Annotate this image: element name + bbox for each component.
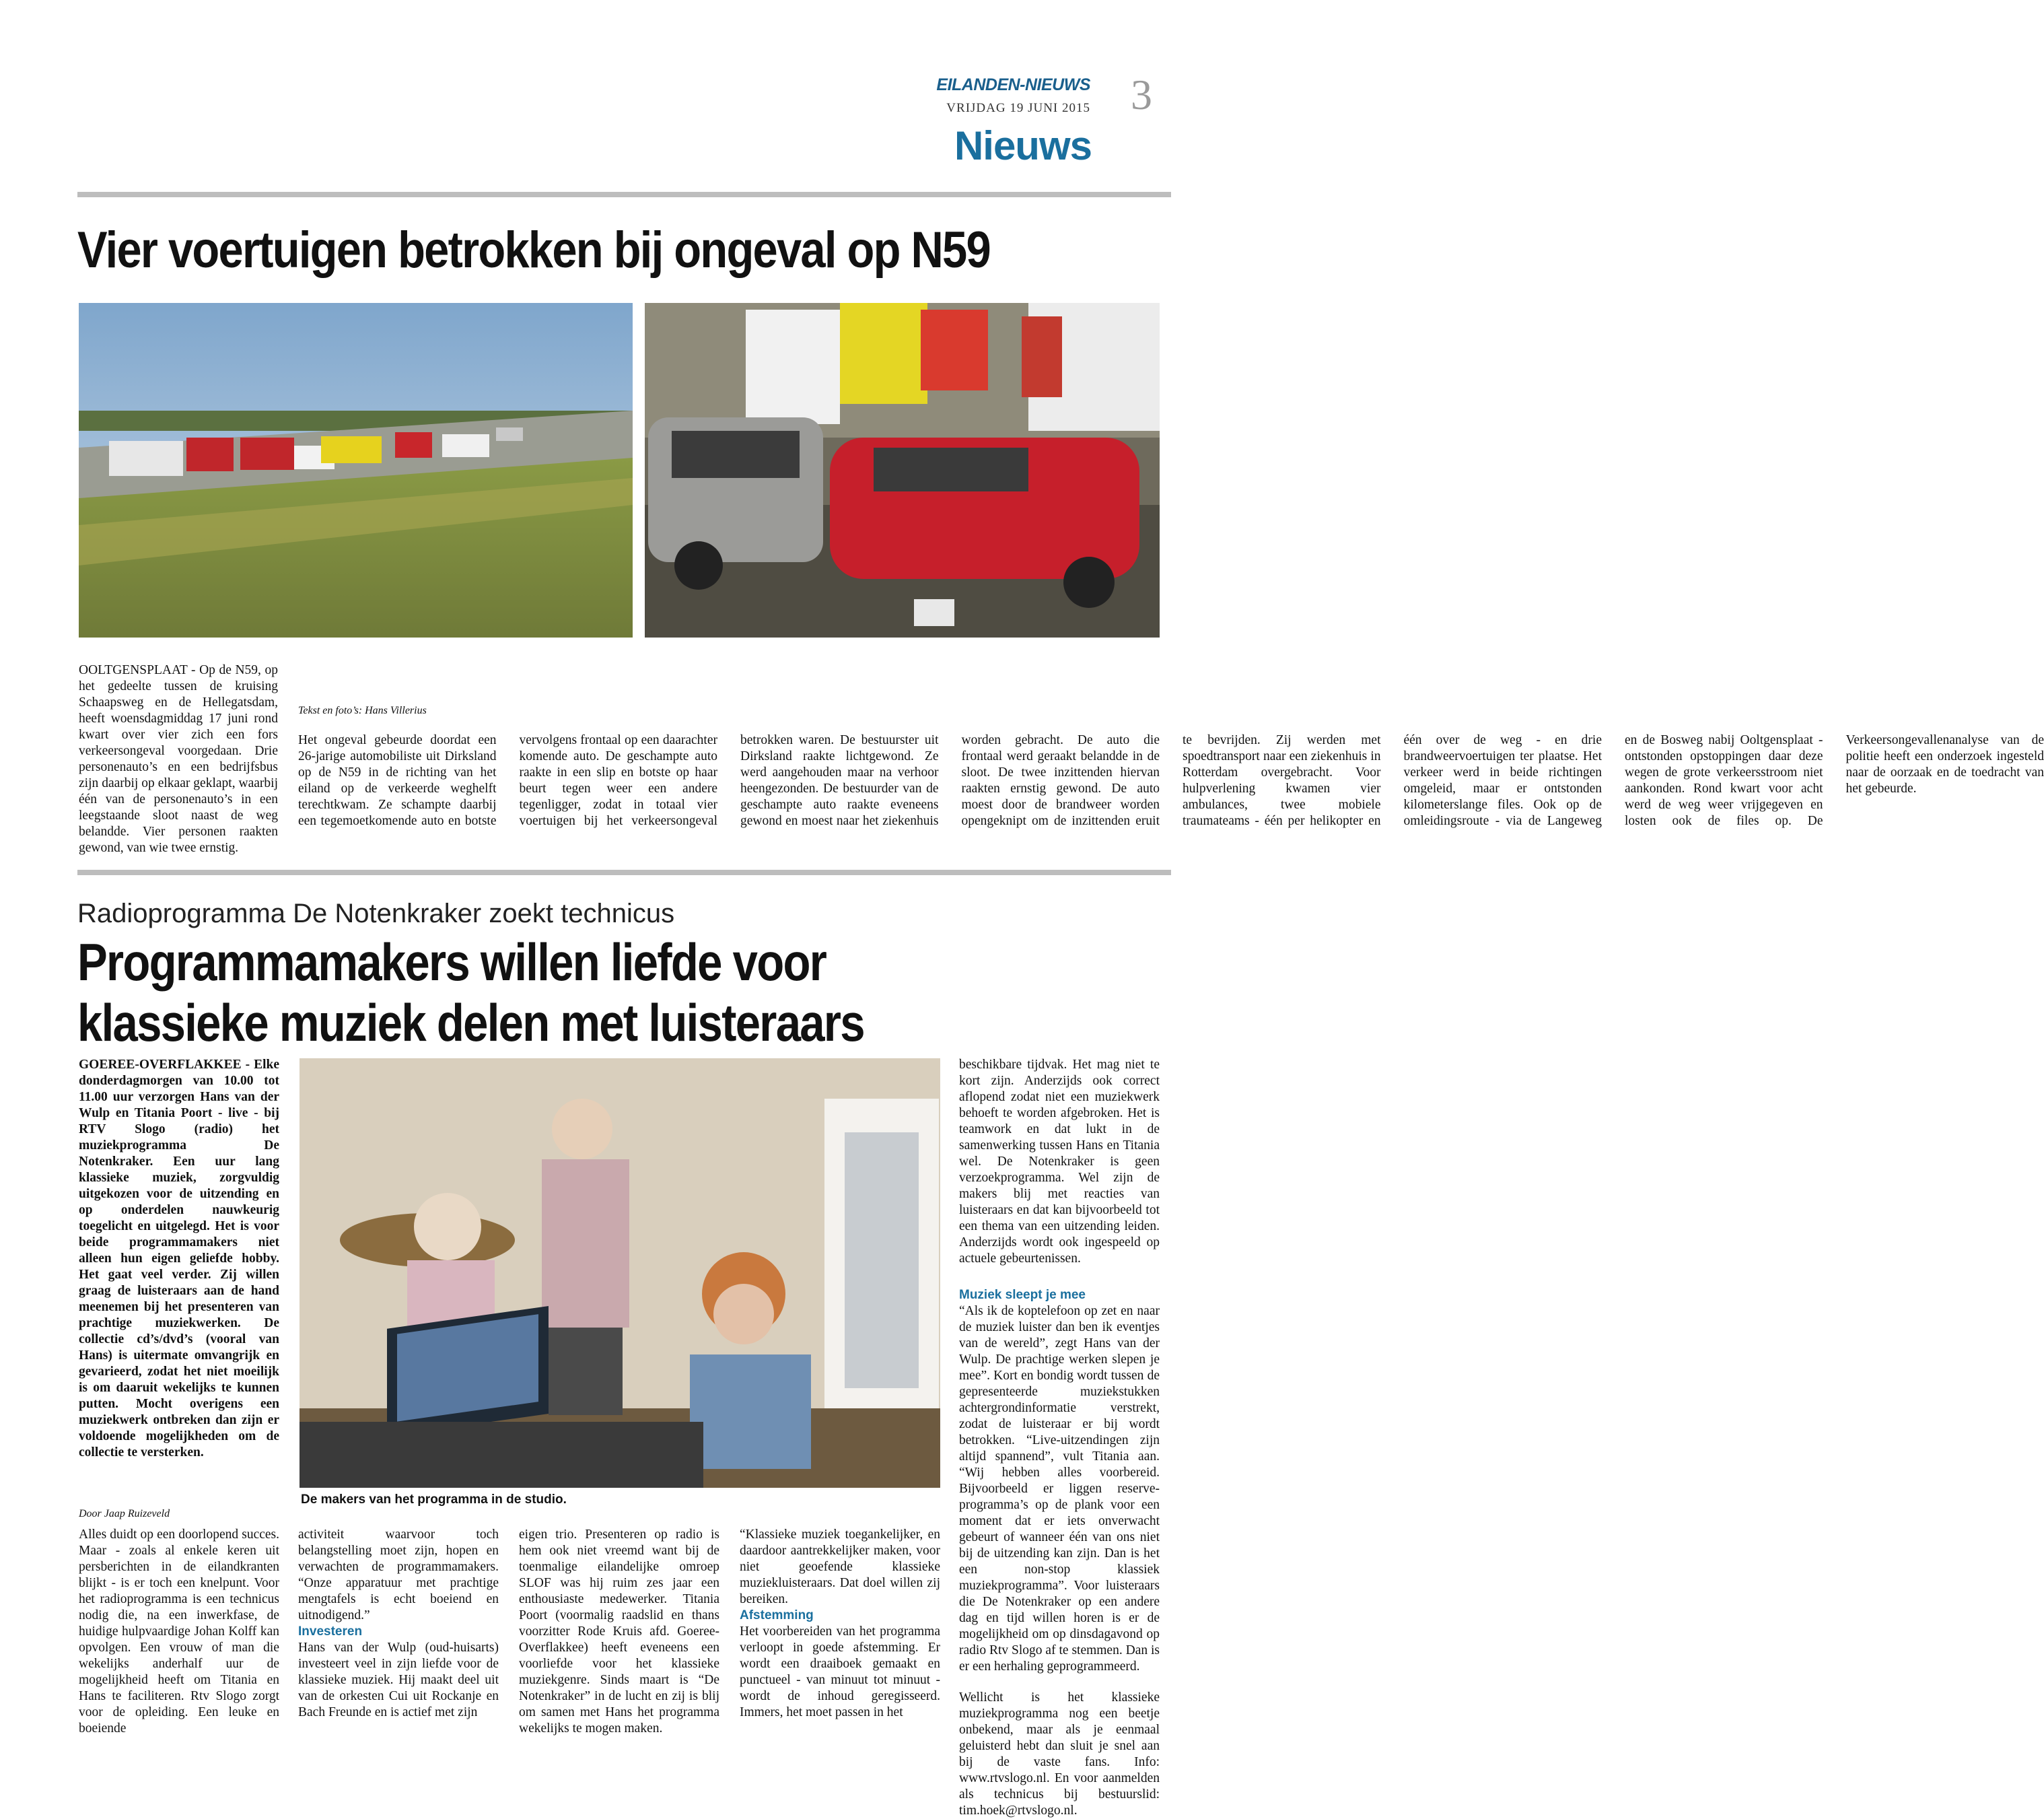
article1-credit: Tekst en foto’s: Hans Villerius	[298, 705, 427, 716]
article2-col4-text2: Het voorbereiden van het programma verloopt in goede afstemming. Er wordt een draaiboek gemaakt en punctueel - van minuut tot minuut - wordt de inhoud geregisseerd. Immers, het moet passen in het	[740, 1624, 940, 1719]
headline-article1: Vier voertuigen betrokken bij ongeval op N59	[77, 221, 990, 279]
headline-article2-line1: Programmamakers willen liefde voor	[77, 932, 826, 992]
article2-lead: GOEREE-OVERFLAKKEE - Elke donderdagmorgen van 10.00 tot 11.00 uur verzorgen Hans van der Wulp en Titania Poort - live - bij RTV Slogo (radio) het muziekprogramma De Notenkraker. Een uur lang klassieke muziek, zorgvuldig uitgekozen voor de uitzending en op onderdelen nauwkeurig toegelicht en uitgelegd. Het is voor beide programmamakers niet alleen hun eigen geliefde hobby. Het gaat veel verder. Zij willen graag de luisteraars aan de hand meenemen bij het presenteren van prachtige muziekwerken. De collectie cd’s/dvd’s (vooral van Hans) is uitermate omvangrijk en gevarieerd, zodat het niet moeilijk is om daaruit wekelijks te kunnen putten. Mocht overigens een muziekwerk ontbreken dan zijn er voldoende mogelijkheden om de collectie te versterken.	[79, 1058, 279, 1460]
subheading-afstemming: Afstemming	[740, 1608, 814, 1622]
article2-col5-text: beschikbare tijdvak. Het mag niet te kort zijn. Anderzijds ook correct aflopend zodat niet een muziekwerk behoeft te worden afgebroken. Het is teamwork en dat lukt in de samenwerking tussen Hans en Titania wel. De Notenkraker is geen verzoekprogramma. Wel zijn de makers blij met reacties van luisteraars en dat kan bijvoorbeeld tot een thema van een uitzending leiden. Anderzijds wordt ook ingespeeld op actuele gebeurtenissen.	[959, 1058, 1160, 1266]
top-rule	[77, 192, 1171, 197]
issue-date: VRIJDAG 19 JUNI 2015	[946, 101, 1090, 115]
photo-radio-studio	[299, 1058, 940, 1488]
photo-accident-overview	[79, 303, 633, 638]
photo-caption: De makers van het programma in de studio.	[301, 1492, 567, 1507]
article2-col3: eigen trio. Presenteren op radio is hem ook niet vreemd want bij de toenmalige eilandelijke omroep SLOF was hij ruim zes jaar een enthousiaste medewerker. Titania Poort (voormalig raadslid en thans voorzitter Rode Kruis afd. Goeree-Overflakkee) heeft eveneens een voorliefde voor het klassieke muziekgenre. Sinds maart is “De Notenkraker” in de lucht en zij is blij om samen met Hans het programma wekelijks te mogen maken.	[519, 1528, 719, 1736]
page-number: 3	[1131, 71, 1152, 118]
article2-col1: Alles duidt op een doorlopend succes. Maar - zoals al enkele keren uit persberichten in de eilandkranten blijkt - is er toch een knelpunt. Voor het radioprogramma is een technicus nodig die, na een inwerkfase, de huidige hulpvaardige Johan Kolff kan opvolgen. Een vrouw of man die wekelijks anderhalf uur de mogelijkheid heeft om Titania en Hans te faciliteren. Rtv Slogo zorgt voor de opleiding. Een leuke en boeiende	[79, 1528, 279, 1736]
article2-col5-text2: “Als ik de koptelefoon op zet en naar de muziek luister dan ben ik eventjes van de wereld”, zegt Hans van der Wulp. De prachtige werken slepen je mee”. Kort en bondig wordt tussen de gepresenteerde muziekstukken achtergrondinformatie verstrekt, zodat de luisteraar er bij wordt betrokken. “Live-uitzendingen zijn altijd spannend”, vult Titania aan. “Wij hebben alles voorbereid. Bijvoorbeeld er liggen reserve-programma’s op de plank voor een moment dat er iets onverwacht gebeurt of wanneer één van ons niet bij de uitzending kan zijn. Dan is het een non-stop klassiek muziekprogramma”. Voor luisteraars die De Notenkraker op een andere dag en tijd willen horen is er de mogelijkheid om op dinsdagavond op radio Rtv Slogo af te stemmen. Dan is er een herhaling geprogrammeerd.	[959, 1304, 1160, 1674]
headline-article2-line2: klassieke muziek delen met luisteraars	[77, 993, 864, 1052]
subheading-muziek-sleept: Muziek sleept je mee	[959, 1288, 1086, 1302]
article1-lead: OOLTGENSPLAAT - Op de N59, op het gedeelte tussen de kruising Schaapsweg en de Hellegatsdam, heeft woensdagmiddag 17 juni rond kwart over vier zich een fors verkeersongeval voorgedaan. Drie personenauto’s en een bedrijfsbus zijn daarbij op elkaar geklapt, waarbij één van de personenauto’s in een leegstaande sloot naast de weg belandde. Vier personen raakten gewond, van wie twee ernstig.	[79, 663, 278, 855]
article2-col5-text3: Wellicht is het klassieke muziekprogramma nog een beetje onbekend, maar als je eenmaal geluisterd hebt dan sluit je snel aan bij de vaste fans. Info: www.rtvslogo.nl. En voor aanmelden als technicus bij bestuurslid: tim.hoek@rtvslogo.nl.	[959, 1690, 1160, 1818]
middle-rule	[77, 870, 1171, 875]
article2-col4	[740, 1527, 940, 1721]
article2-col2-text2: Hans van der Wulp (oud-huisarts) investeert veel in zijn liefde voor de klassieke muziek. Hij maakt deel uit van de orkesten Cui uit Rockanje en Bach Freunde en is actief met zijn	[298, 1641, 499, 1719]
article2-kicker: Radioprogramma De Notenkraker zoekt technicus	[77, 899, 675, 928]
subheading-investeren: Investeren	[298, 1624, 363, 1639]
article2-col2	[298, 1527, 499, 1721]
article2-col2-text: activiteit waarvoor toch belangstelling moet zijn, hopen en verwachten de programmamakers. “Onze apparatuur met prachtige mengtafels is echt boeiend en uitnodigend.”	[298, 1528, 499, 1622]
article2-credit: Door Jaap Ruizeveld	[79, 1508, 170, 1519]
photo-damaged-cars	[645, 303, 1160, 638]
article2-col5	[959, 1057, 1160, 1819]
paper-name: EILANDEN-NIEUWS	[936, 75, 1090, 94]
article1-body: Het ongeval gebeurde doordat een 26-jarige automobiliste uit Dirksland op de N59 in de richting van het eiland op de verkeerde weghelft terechtkwam. Ze schampte daarbij een tegemoetkomende auto en botste vervolgens frontaal op een daarachter komende auto. De geschampte auto raakte in een slip en botste op haar beurt tegen weer een andere tegenligger, zodat in totaal vier voertuigen bij het verkeersongeval betrokken waren. De bestuurster uit Dirksland raakte lichtgewond. Ze werd aangehouden maar na verhoor heengezonden. De bestuurder van de geschampte auto raakte eveneens gewond en moest naar het ziekenhuis worden gebracht. De auto die frontaal werd geraakt belandde in de sloot. De twee inzittenden hiervan raakten ernstig gewond. De auto moest door de brandweer worden opengeknipt om de inzittenden eruit te bevrijden. Zij werden met spoedtransport naar een ziekenhuis in Rotterdam overgebracht. Voor hulpverlening kwamen vier ambulances, twee mobiele traumateams - één per helikopter en één over de weg - en drie brandweervoertuigen ter plaatse. Het verkeer werd in beide richtingen omgeleid, maar er ontstonden kilometerslange files. Ook op de omleidingsroute - via de Langeweg en de Bosweg nabij Ooltgensplaat - ontstonden opstoppingen daar deze wegen de grote verkeersstroom niet aankonden. Rond kwart voor acht werd de weg weer vrijgegeven en losten ook de files op. De Verkeersongevallenanalyse van de politie heeft een onderzoek ingesteld naar de oorzaak en de toedracht van het gebeurde.	[298, 733, 2044, 828]
headline-article2	[77, 932, 864, 1053]
section-title: Nieuws	[954, 123, 1092, 168]
article2-col4-text: “Klassieke muziek toegankelijker, en daardoor aantrekkelijker maken, voor niet geoefende klassieke muziekluisteraars. Dat doel willen zij bereiken.	[740, 1528, 940, 1606]
